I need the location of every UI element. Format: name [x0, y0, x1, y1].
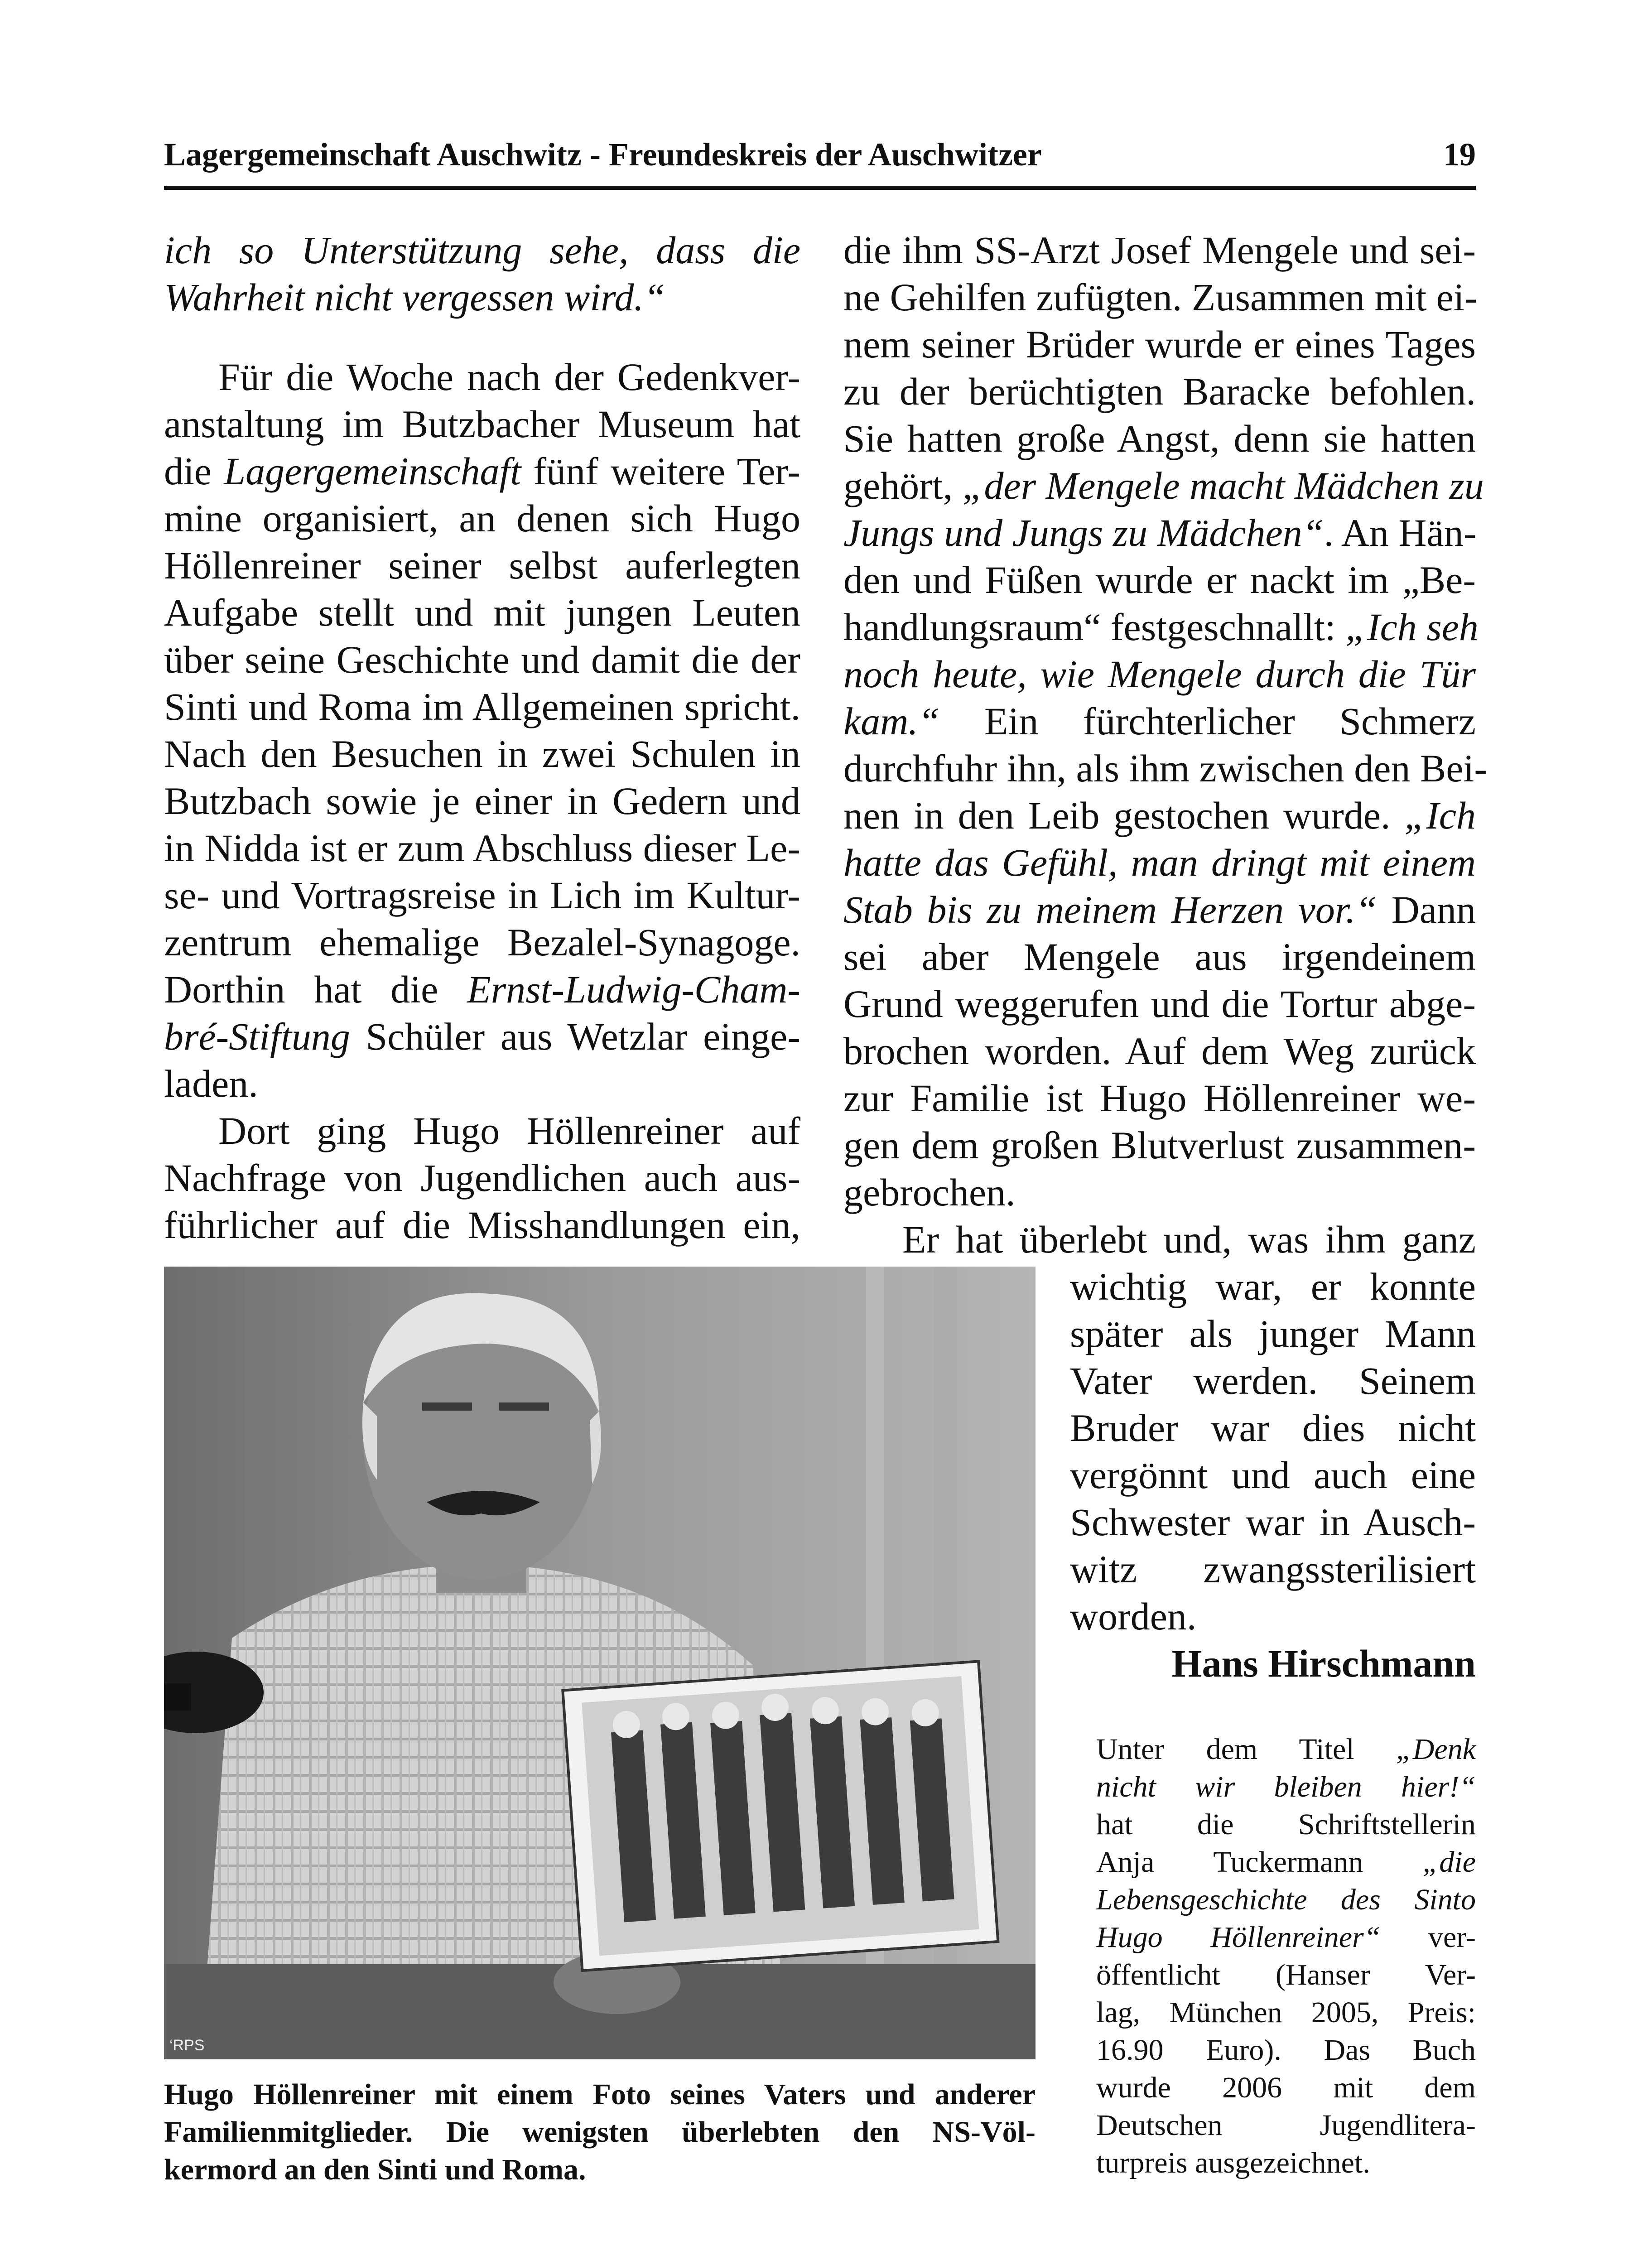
- text-line: ich so Unterstützung sehe, dass die: [164, 228, 800, 272]
- text-line: den und Füßen wurde er nackt im „Be-: [843, 558, 1476, 602]
- text-line: gen dem großen Blutverlust zusammen-: [843, 1123, 1476, 1167]
- text-line: witz zwangssterilisiert: [1070, 1547, 1476, 1591]
- text-line: wichtig war, er konnte: [1070, 1265, 1476, 1308]
- sidebar-line: wurde 2006 mit dem: [1096, 2071, 1476, 2104]
- photo-hugo-hoellenreiner: [164, 1267, 1036, 2059]
- text-line: über seine Geschichte und damit die der: [164, 638, 800, 681]
- text-line: gebrochen.: [843, 1171, 1016, 1214]
- text-line: laden.: [164, 1062, 258, 1105]
- text-line: die ihm SS-Arzt Josef Mengele und sei-: [843, 228, 1476, 272]
- sidebar-line: nicht wir bleiben hier!“: [1096, 1770, 1476, 1803]
- sidebar-line: lag, München 2005, Preis:: [1096, 1996, 1476, 2029]
- text-line: handlungsraum“ festgeschnallt: „Ich seh: [843, 605, 1479, 649]
- sidebar-line: turpreis ausgezeichnet.: [1096, 2146, 1370, 2179]
- text-line: kam.“ Ein fürchterlicher Schmerz: [843, 699, 1476, 743]
- text-line: Sie hatten große Angst, denn sie hatten: [843, 417, 1476, 460]
- text-line: hatte das Gefühl, man dringt mit einem: [843, 841, 1476, 884]
- photo-illustration: [164, 1267, 1036, 2059]
- text-line: vergönnt und auch eine: [1070, 1453, 1476, 1497]
- text-line: führlicher auf die Misshandlungen ein,: [164, 1203, 800, 1247]
- running-title: Lagergemeinschaft Auschwitz - Freundeskreis der Auschwitzer: [164, 136, 1042, 173]
- text-line: se- und Vortragsreise in Lich im Kultur-: [164, 873, 800, 917]
- photo-corner-mark: ‘RPS: [169, 2037, 205, 2054]
- caption-line: Familienmitglieder. Die wenigsten überlebten den NS-Völ-: [164, 2116, 1036, 2149]
- text-line: mine organisiert, an denen sich Hugo: [164, 496, 800, 540]
- text-line: Vater werden. Seinem: [1070, 1359, 1476, 1402]
- sidebar-line: Unter dem Titel „Denk: [1096, 1733, 1476, 1766]
- text-line: bré-Stiftung Schüler aus Wetzlar einge-: [164, 1015, 800, 1058]
- text-line: Aufgabe stellt und mit jungen Leuten: [164, 591, 800, 634]
- text-line: sei aber Mengele aus irgendeinem: [843, 935, 1476, 978]
- text-line: zentrum ehemalige Bezalel-Synagoge.: [164, 920, 800, 964]
- text-line: Nach den Besuchen in zwei Schulen in: [164, 732, 800, 776]
- text-line: worden.: [1070, 1595, 1197, 1638]
- text-line: Für die Woche nach der Gedenkver-: [218, 355, 800, 399]
- text-line: ne Gehilfen zufügten. Zusammen mit ei-: [843, 275, 1478, 319]
- sidebar-line: Hugo Höllenreiner“ ver-: [1096, 1921, 1476, 1954]
- text-line: noch heute, wie Mengele durch die Tür: [843, 652, 1476, 696]
- text-line: Dort ging Hugo Höllenreiner auf: [218, 1109, 800, 1152]
- text-line: die Lagergemeinschaft fünf weitere Ter-: [164, 449, 800, 493]
- text-line: gehört, „der Mengele macht Mädchen zu: [843, 464, 1484, 507]
- text-line: Er hat überlebt und, was ihm ganz: [902, 1218, 1476, 1261]
- text-line: in Nidda ist er zum Abschluss dieser Le-: [164, 826, 800, 870]
- text-line: Grund weggerufen und die Tortur abge-: [843, 982, 1476, 1026]
- text-line: Bruder war dies nicht: [1070, 1406, 1476, 1450]
- sidebar-line: 16.90 Euro). Das Buch: [1096, 2034, 1476, 2067]
- text-line: Schwester war in Ausch-: [1070, 1500, 1476, 1544]
- text-line: Dorthin hat die Ernst-Ludwig-Cham-: [164, 968, 800, 1011]
- sidebar-line: öffentlicht (Hanser Ver-: [1096, 1958, 1476, 1991]
- text-line: brochen worden. Auf dem Weg zurück: [843, 1029, 1476, 1073]
- text-line: später als junger Mann: [1070, 1312, 1476, 1355]
- text-line: Butzbach sowie je einer in Gedern und: [164, 779, 800, 823]
- sidebar-line: hat die Schriftstellerin: [1096, 1808, 1476, 1841]
- page-number: 19: [1443, 136, 1476, 173]
- text-line: anstaltung im Butzbacher Museum hat: [164, 402, 800, 446]
- text-line: Wahrheit nicht vergessen wird.“: [164, 275, 665, 319]
- text-line: Sinti und Roma im Allgemeinen spricht.: [164, 685, 800, 728]
- author-byline: Hans Hirschmann: [1171, 1642, 1476, 1685]
- caption-line: kermord an den Sinti und Roma.: [164, 2153, 586, 2186]
- text-line: zur Familie ist Hugo Höllenreiner we-: [843, 1076, 1476, 1120]
- text-line: Nachfrage von Jugendlichen auch aus-: [164, 1156, 800, 1200]
- page-header: [164, 136, 1476, 190]
- text-line: zu der berüchtigten Baracke befohlen.: [843, 370, 1476, 413]
- text-line: nem seiner Brüder wurde er eines Tages: [843, 323, 1476, 366]
- sidebar-line: Deutschen Jugendlitera-: [1096, 2109, 1476, 2142]
- text-line: Höllenreiner seiner selbst auferlegten: [164, 544, 800, 587]
- text-line: Stab bis zu meinem Herzen vor.“ Dann: [843, 888, 1476, 931]
- caption-line: Hugo Höllenreiner mit einem Foto seines Vaters und anderer: [164, 2078, 1036, 2111]
- sidebar-line: Lebensgeschichte des Sinto: [1096, 1883, 1476, 1916]
- text-line: durchfuhr ihn, als ihm zwischen den Bei-: [843, 747, 1488, 790]
- text-line: nen in den Leib gestochen wurde. „Ich: [843, 794, 1476, 837]
- text-line: Jungs und Jungs zu Mädchen“. An Hän-: [843, 511, 1477, 554]
- sidebar-line: Anja Tuckermann „die: [1096, 1846, 1476, 1879]
